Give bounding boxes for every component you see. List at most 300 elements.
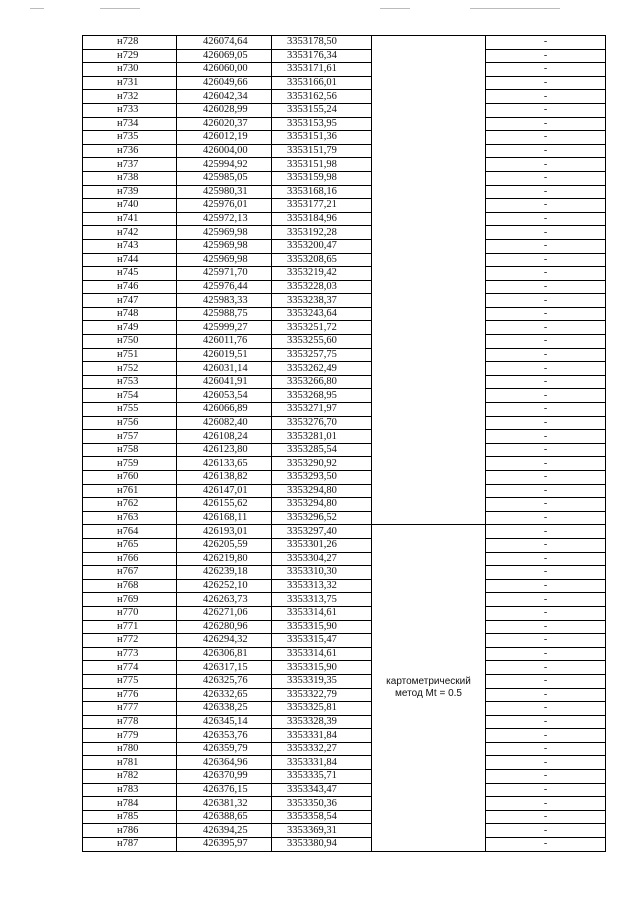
x-coordinate-cell: 426066,89 <box>177 403 272 417</box>
table-row <box>83 362 606 376</box>
note-cell: - <box>486 783 606 797</box>
y-coordinate-cell: 3353184,96 <box>272 212 372 226</box>
table-row <box>83 403 606 417</box>
point-name-cell: н764 <box>83 525 177 539</box>
y-coordinate-cell: 3353315,90 <box>272 661 372 675</box>
x-coordinate-cell: 425988,75 <box>177 307 272 321</box>
header-artifact <box>100 8 140 9</box>
point-name-cell: н783 <box>83 783 177 797</box>
x-coordinate-cell: 426069,05 <box>177 49 272 63</box>
note-cell: - <box>486 674 606 688</box>
point-name-cell: н781 <box>83 756 177 770</box>
table-row <box>83 742 606 756</box>
note-cell: - <box>486 348 606 362</box>
point-name-cell: н729 <box>83 49 177 63</box>
x-coordinate-cell: 426239,18 <box>177 566 272 580</box>
note-cell: - <box>486 280 606 294</box>
point-name-cell: н751 <box>83 348 177 362</box>
y-coordinate-cell: 3353350,36 <box>272 797 372 811</box>
point-name-cell: н738 <box>83 171 177 185</box>
point-name-cell: н735 <box>83 131 177 145</box>
table-row <box>83 647 606 661</box>
x-coordinate-cell: 426019,51 <box>177 348 272 362</box>
point-name-cell: н756 <box>83 416 177 430</box>
x-coordinate-cell: 426012,19 <box>177 131 272 145</box>
table-row <box>83 498 606 512</box>
table-row <box>83 702 606 716</box>
note-cell: - <box>486 239 606 253</box>
x-coordinate-cell: 425983,33 <box>177 294 272 308</box>
point-name-cell: н752 <box>83 362 177 376</box>
method-note-cell: картометрический метод Mt = 0.5 <box>372 525 486 851</box>
note-cell: - <box>486 702 606 716</box>
point-name-cell: н776 <box>83 688 177 702</box>
y-coordinate-cell: 3353177,21 <box>272 199 372 213</box>
x-coordinate-cell: 426133,65 <box>177 457 272 471</box>
note-cell: - <box>486 158 606 172</box>
x-coordinate-cell: 426306,81 <box>177 647 272 661</box>
point-name-cell: н767 <box>83 566 177 580</box>
point-name-cell: н732 <box>83 90 177 104</box>
point-name-cell: н758 <box>83 443 177 457</box>
note-cell: - <box>486 471 606 485</box>
note-cell: - <box>486 253 606 267</box>
note-cell: - <box>486 49 606 63</box>
note-cell: - <box>486 810 606 824</box>
table-row <box>83 103 606 117</box>
y-coordinate-cell: 3353208,65 <box>272 253 372 267</box>
y-coordinate-cell: 3353319,35 <box>272 674 372 688</box>
y-coordinate-cell: 3353155,24 <box>272 103 372 117</box>
x-coordinate-cell: 426053,54 <box>177 389 272 403</box>
table-row <box>83 525 606 539</box>
note-cell: - <box>486 362 606 376</box>
x-coordinate-cell: 426028,99 <box>177 103 272 117</box>
note-cell: - <box>486 430 606 444</box>
note-cell: - <box>486 131 606 145</box>
note-cell: - <box>486 457 606 471</box>
x-coordinate-cell: 426252,10 <box>177 579 272 593</box>
y-coordinate-cell: 3353159,98 <box>272 171 372 185</box>
x-coordinate-cell: 426074,64 <box>177 36 272 50</box>
note-cell: - <box>486 606 606 620</box>
x-coordinate-cell: 425969,98 <box>177 239 272 253</box>
note-cell: - <box>486 389 606 403</box>
point-name-cell: н782 <box>83 770 177 784</box>
x-coordinate-cell: 426376,15 <box>177 783 272 797</box>
table-row <box>83 715 606 729</box>
x-coordinate-cell: 426381,32 <box>177 797 272 811</box>
table-row <box>83 185 606 199</box>
point-name-cell: н787 <box>83 838 177 852</box>
point-name-cell: н750 <box>83 335 177 349</box>
point-name-cell: н785 <box>83 810 177 824</box>
y-coordinate-cell: 3353314,61 <box>272 647 372 661</box>
x-coordinate-cell: 426345,14 <box>177 715 272 729</box>
x-coordinate-cell: 426123,80 <box>177 443 272 457</box>
note-cell: - <box>486 212 606 226</box>
note-cell: - <box>486 484 606 498</box>
y-coordinate-cell: 3353313,32 <box>272 579 372 593</box>
point-name-cell: н775 <box>83 674 177 688</box>
note-cell: - <box>486 226 606 240</box>
point-name-cell: н747 <box>83 294 177 308</box>
x-coordinate-cell: 425971,70 <box>177 267 272 281</box>
y-coordinate-cell: 3353294,80 <box>272 484 372 498</box>
y-coordinate-cell: 3353315,47 <box>272 634 372 648</box>
note-cell: - <box>486 294 606 308</box>
point-name-cell: н745 <box>83 267 177 281</box>
note-cell: - <box>486 171 606 185</box>
point-name-cell: н736 <box>83 144 177 158</box>
table-row <box>83 348 606 362</box>
y-coordinate-cell: 3353200,47 <box>272 239 372 253</box>
y-coordinate-cell: 3353331,84 <box>272 729 372 743</box>
y-coordinate-cell: 3353380,94 <box>272 838 372 852</box>
x-coordinate-cell: 426332,65 <box>177 688 272 702</box>
coordinates-table <box>82 35 606 852</box>
y-coordinate-cell: 3353343,47 <box>272 783 372 797</box>
y-coordinate-cell: 3353271,97 <box>272 403 372 417</box>
table-row <box>83 593 606 607</box>
y-coordinate-cell: 3353281,01 <box>272 430 372 444</box>
note-cell: - <box>486 797 606 811</box>
x-coordinate-cell: 426370,99 <box>177 770 272 784</box>
note-cell: - <box>486 90 606 104</box>
note-cell: - <box>486 403 606 417</box>
point-name-cell: н731 <box>83 76 177 90</box>
y-coordinate-cell: 3353276,70 <box>272 416 372 430</box>
y-coordinate-cell: 3353266,80 <box>272 375 372 389</box>
y-coordinate-cell: 3353153,95 <box>272 117 372 131</box>
table-row <box>83 770 606 784</box>
point-name-cell: н773 <box>83 647 177 661</box>
x-coordinate-cell: 426011,76 <box>177 335 272 349</box>
x-coordinate-cell: 426082,40 <box>177 416 272 430</box>
note-cell: - <box>486 36 606 50</box>
note-cell: - <box>486 498 606 512</box>
y-coordinate-cell: 3353304,27 <box>272 552 372 566</box>
point-name-cell: н779 <box>83 729 177 743</box>
note-cell: - <box>486 824 606 838</box>
note-cell: - <box>486 103 606 117</box>
point-name-cell: н771 <box>83 620 177 634</box>
y-coordinate-cell: 3353251,72 <box>272 321 372 335</box>
x-coordinate-cell: 426060,00 <box>177 63 272 77</box>
note-cell: - <box>486 144 606 158</box>
table-row <box>83 49 606 63</box>
y-coordinate-cell: 3353297,40 <box>272 525 372 539</box>
table-row <box>83 674 606 688</box>
point-name-cell: н730 <box>83 63 177 77</box>
table-row <box>83 538 606 552</box>
note-cell: - <box>486 76 606 90</box>
note-cell: - <box>486 117 606 131</box>
note-cell: - <box>486 552 606 566</box>
y-coordinate-cell: 3353166,01 <box>272 76 372 90</box>
table-row <box>83 810 606 824</box>
x-coordinate-cell: 426147,01 <box>177 484 272 498</box>
x-coordinate-cell: 426155,62 <box>177 498 272 512</box>
point-name-cell: н757 <box>83 430 177 444</box>
point-name-cell: н748 <box>83 307 177 321</box>
table-row <box>83 756 606 770</box>
point-name-cell: н761 <box>83 484 177 498</box>
y-coordinate-cell: 3353332,27 <box>272 742 372 756</box>
note-cell: - <box>486 620 606 634</box>
x-coordinate-cell: 426317,15 <box>177 661 272 675</box>
point-name-cell: н766 <box>83 552 177 566</box>
note-cell: - <box>486 307 606 321</box>
note-cell: - <box>486 742 606 756</box>
y-coordinate-cell: 3353294,80 <box>272 498 372 512</box>
table-row <box>83 552 606 566</box>
y-coordinate-cell: 3353293,50 <box>272 471 372 485</box>
x-coordinate-cell: 426338,25 <box>177 702 272 716</box>
y-coordinate-cell: 3353315,90 <box>272 620 372 634</box>
y-coordinate-cell: 3353314,61 <box>272 606 372 620</box>
table-row <box>83 158 606 172</box>
table-row <box>83 253 606 267</box>
table-row <box>83 36 606 50</box>
header-artifact <box>470 8 560 9</box>
point-name-cell: н753 <box>83 375 177 389</box>
x-coordinate-cell: 425985,05 <box>177 171 272 185</box>
y-coordinate-cell: 3353369,31 <box>272 824 372 838</box>
y-coordinate-cell: 3353296,52 <box>272 511 372 525</box>
y-coordinate-cell: 3353310,30 <box>272 566 372 580</box>
point-name-cell: н786 <box>83 824 177 838</box>
y-coordinate-cell: 3353325,81 <box>272 702 372 716</box>
point-name-cell: н734 <box>83 117 177 131</box>
x-coordinate-cell: 426271,06 <box>177 606 272 620</box>
point-name-cell: н780 <box>83 742 177 756</box>
x-coordinate-cell: 426205,59 <box>177 538 272 552</box>
x-coordinate-cell: 426294,32 <box>177 634 272 648</box>
table-row <box>83 457 606 471</box>
x-coordinate-cell: 426364,96 <box>177 756 272 770</box>
point-name-cell: н744 <box>83 253 177 267</box>
x-coordinate-cell: 426168,11 <box>177 511 272 525</box>
x-coordinate-cell: 426388,65 <box>177 810 272 824</box>
table-row <box>83 131 606 145</box>
y-coordinate-cell: 3353178,50 <box>272 36 372 50</box>
table-row <box>83 239 606 253</box>
table-row <box>83 566 606 580</box>
x-coordinate-cell: 426193,01 <box>177 525 272 539</box>
table-row <box>83 634 606 648</box>
point-name-cell: н769 <box>83 593 177 607</box>
table-row <box>83 661 606 675</box>
table-row <box>83 117 606 131</box>
note-cell: - <box>486 63 606 77</box>
table-row <box>83 824 606 838</box>
table-row <box>83 579 606 593</box>
point-name-cell: н763 <box>83 511 177 525</box>
point-name-cell: н765 <box>83 538 177 552</box>
x-coordinate-cell: 426280,96 <box>177 620 272 634</box>
point-name-cell: н777 <box>83 702 177 716</box>
header-artifact <box>30 8 44 9</box>
table-row <box>83 416 606 430</box>
coordinates-table-body <box>83 36 606 852</box>
x-coordinate-cell: 425976,44 <box>177 280 272 294</box>
point-name-cell: н746 <box>83 280 177 294</box>
point-name-cell: н728 <box>83 36 177 50</box>
y-coordinate-cell: 3353171,61 <box>272 63 372 77</box>
y-coordinate-cell: 3353290,92 <box>272 457 372 471</box>
y-coordinate-cell: 3353335,71 <box>272 770 372 784</box>
point-name-cell: н754 <box>83 389 177 403</box>
x-coordinate-cell: 426041,91 <box>177 375 272 389</box>
table-row <box>83 63 606 77</box>
point-name-cell: н737 <box>83 158 177 172</box>
table-row <box>83 389 606 403</box>
y-coordinate-cell: 3353301,26 <box>272 538 372 552</box>
note-cell: - <box>486 647 606 661</box>
table-row <box>83 321 606 335</box>
note-cell: - <box>486 634 606 648</box>
note-cell: - <box>486 199 606 213</box>
table-row <box>83 838 606 852</box>
x-coordinate-cell: 426020,37 <box>177 117 272 131</box>
x-coordinate-cell: 426108,24 <box>177 430 272 444</box>
y-coordinate-cell: 3353328,39 <box>272 715 372 729</box>
table-row <box>83 443 606 457</box>
note-cell: - <box>486 375 606 389</box>
point-name-cell: н768 <box>83 579 177 593</box>
y-coordinate-cell: 3353313,75 <box>272 593 372 607</box>
table-row <box>83 335 606 349</box>
y-coordinate-cell: 3353176,34 <box>272 49 372 63</box>
point-name-cell: н755 <box>83 403 177 417</box>
point-name-cell: н743 <box>83 239 177 253</box>
table-row <box>83 688 606 702</box>
y-coordinate-cell: 3353262,49 <box>272 362 372 376</box>
note-cell: - <box>486 688 606 702</box>
y-coordinate-cell: 3353268,95 <box>272 389 372 403</box>
table-row <box>83 606 606 620</box>
note-cell: - <box>486 729 606 743</box>
note-cell: - <box>486 715 606 729</box>
y-coordinate-cell: 3353219,42 <box>272 267 372 281</box>
note-cell: - <box>486 511 606 525</box>
point-name-cell: н774 <box>83 661 177 675</box>
y-coordinate-cell: 3353255,60 <box>272 335 372 349</box>
point-name-cell: н778 <box>83 715 177 729</box>
table-row <box>83 212 606 226</box>
x-coordinate-cell: 426263,73 <box>177 593 272 607</box>
table-row <box>83 484 606 498</box>
point-name-cell: н760 <box>83 471 177 485</box>
table-row <box>83 620 606 634</box>
y-coordinate-cell: 3353151,36 <box>272 131 372 145</box>
note-cell: - <box>486 661 606 675</box>
point-name-cell: н759 <box>83 457 177 471</box>
note-cell: - <box>486 566 606 580</box>
y-coordinate-cell: 3353168,16 <box>272 185 372 199</box>
x-coordinate-cell: 425976,01 <box>177 199 272 213</box>
x-coordinate-cell: 426359,79 <box>177 742 272 756</box>
x-coordinate-cell: 425969,98 <box>177 226 272 240</box>
x-coordinate-cell: 425980,31 <box>177 185 272 199</box>
x-coordinate-cell: 426353,76 <box>177 729 272 743</box>
note-cell: - <box>486 416 606 430</box>
note-cell: - <box>486 321 606 335</box>
note-cell: - <box>486 443 606 457</box>
method-cell-empty <box>372 36 486 525</box>
point-name-cell: н784 <box>83 797 177 811</box>
table-row <box>83 471 606 485</box>
x-coordinate-cell: 425999,27 <box>177 321 272 335</box>
table-row <box>83 226 606 240</box>
table-row <box>83 307 606 321</box>
point-name-cell: н742 <box>83 226 177 240</box>
x-coordinate-cell: 426042,34 <box>177 90 272 104</box>
table-row <box>83 729 606 743</box>
point-name-cell: н762 <box>83 498 177 512</box>
table-row <box>83 783 606 797</box>
point-name-cell: н749 <box>83 321 177 335</box>
note-cell: - <box>486 267 606 281</box>
y-coordinate-cell: 3353257,75 <box>272 348 372 362</box>
y-coordinate-cell: 3353238,37 <box>272 294 372 308</box>
table-row <box>83 199 606 213</box>
x-coordinate-cell: 425969,98 <box>177 253 272 267</box>
note-cell: - <box>486 538 606 552</box>
table-row <box>83 430 606 444</box>
note-cell: - <box>486 756 606 770</box>
x-coordinate-cell: 426219,80 <box>177 552 272 566</box>
x-coordinate-cell: 426031,14 <box>177 362 272 376</box>
y-coordinate-cell: 3353322,79 <box>272 688 372 702</box>
table-row <box>83 76 606 90</box>
table-row <box>83 280 606 294</box>
y-coordinate-cell: 3353162,56 <box>272 90 372 104</box>
note-cell: - <box>486 185 606 199</box>
table-row <box>83 90 606 104</box>
x-coordinate-cell: 425994,92 <box>177 158 272 172</box>
point-name-cell: н733 <box>83 103 177 117</box>
note-cell: - <box>486 593 606 607</box>
x-coordinate-cell: 425972,13 <box>177 212 272 226</box>
table-row <box>83 797 606 811</box>
note-cell: - <box>486 335 606 349</box>
point-name-cell: н741 <box>83 212 177 226</box>
point-name-cell: н772 <box>83 634 177 648</box>
x-coordinate-cell: 426004,00 <box>177 144 272 158</box>
table-row <box>83 375 606 389</box>
table-row <box>83 171 606 185</box>
y-coordinate-cell: 3353151,79 <box>272 144 372 158</box>
y-coordinate-cell: 3353243,64 <box>272 307 372 321</box>
note-cell: - <box>486 525 606 539</box>
x-coordinate-cell: 426395,97 <box>177 838 272 852</box>
y-coordinate-cell: 3353358,54 <box>272 810 372 824</box>
y-coordinate-cell: 3353151,98 <box>272 158 372 172</box>
header-artifact <box>380 8 410 9</box>
table-row <box>83 511 606 525</box>
table-row <box>83 144 606 158</box>
x-coordinate-cell: 426394,25 <box>177 824 272 838</box>
point-name-cell: н739 <box>83 185 177 199</box>
x-coordinate-cell: 426138,82 <box>177 471 272 485</box>
x-coordinate-cell: 426325,76 <box>177 674 272 688</box>
point-name-cell: н740 <box>83 199 177 213</box>
y-coordinate-cell: 3353285,54 <box>272 443 372 457</box>
table-row <box>83 267 606 281</box>
y-coordinate-cell: 3353228,03 <box>272 280 372 294</box>
